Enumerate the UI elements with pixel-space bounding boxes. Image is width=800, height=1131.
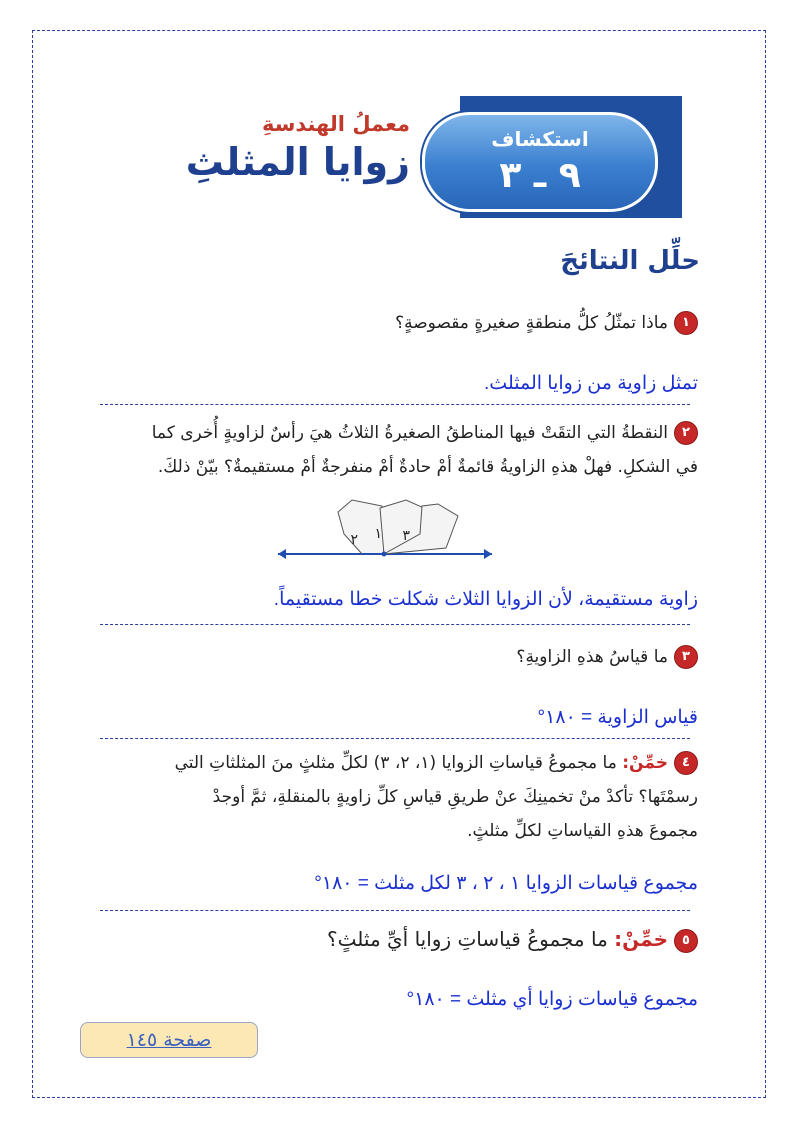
question-2: [152, 416, 698, 484]
angle-label-3: ٣: [402, 528, 410, 544]
question-number: ١: [674, 311, 698, 335]
angle-label-2: ٢: [350, 532, 358, 548]
question-number: ٣: [674, 645, 698, 669]
question-text: ما مجموعُ قياساتِ زوايا أيِّ مثلثٍ؟: [327, 927, 608, 951]
question-text-line: ما مجموعُ قياساتِ الزوايا (١، ٢، ٣) لكلِّ مثلثٍ منَ المثلثاتِ التي: [174, 753, 617, 773]
lab-title: معملُ الهندسةِ: [261, 112, 410, 136]
answer-2: زاوية مستقيمة، لأن الزوايا الثلاث شكلت خطا مستقيماً.: [273, 589, 698, 610]
question-text: ماذا تمثّلُ كلُّ منطقةٍ صغيرةٍ مقصوصةٍ؟: [395, 313, 668, 333]
divider: [100, 738, 690, 739]
divider: [100, 624, 690, 625]
question-number: ٥: [674, 929, 698, 953]
answer-1: تمثل زاوية من زوايا المثلث.: [484, 373, 698, 394]
question-5: [327, 922, 698, 956]
answer-3: قياس الزاوية = ١٨٠°: [537, 707, 698, 728]
answer-5: مجموع قياسات زوايا أي مثلث = ١٨٠°: [406, 989, 698, 1010]
arrow-right-icon: [484, 549, 492, 559]
question-1: [395, 306, 698, 340]
divider: [100, 910, 690, 911]
hint-label: خمِّنْ:: [614, 927, 668, 951]
question-number: ٤: [674, 751, 698, 775]
angle-label-1: ١: [374, 526, 382, 542]
badge-label: استكشاف: [491, 127, 589, 151]
lesson-title: زوايا المثلثِ: [185, 140, 410, 184]
question-number: ٢: [674, 421, 698, 445]
lesson-badge: [422, 112, 658, 212]
question-text: ما قياسُ هذهِ الزاويةِ؟: [516, 647, 668, 667]
question-text-line: في الشكلِ. فهلْ هذهِ الزاويةُ قائمةٌ أمْ حادةٌ أمْ منفرجةٌ أمْ مستقيمةٌ؟ بيّنْ ذلكَ.: [157, 457, 698, 477]
arrow-left-icon: [278, 549, 286, 559]
divider: [100, 404, 690, 405]
question-text-line: رسمْتَها؟ تأكدْ منْ تخمينِكَ عنْ طريقِ قياسِ كلِّ زاويةٍ بالمنقلةِ، ثمَّ أوجدْ: [212, 787, 698, 807]
question-4: [175, 746, 698, 848]
question-text-line: مجموعَ هذهِ القياساتِ لكلِّ مثلثٍ.: [467, 821, 698, 841]
page-reference-link[interactable]: صفحة ١٤٥: [80, 1022, 258, 1058]
question-3: [516, 640, 698, 674]
question-text-line: النقطةُ التي التقَتْ فيها المناطقُ الصغيرةُ الثلاثُ هيَ رأسٌ لزاويةٍ أُخرى كما: [151, 423, 668, 443]
angles-figure: [270, 494, 500, 568]
section-title: حلِّل النتائجَ: [560, 246, 700, 276]
hint-label: خمِّنْ:: [622, 753, 668, 773]
answer-4: مجموع قياسات الزوايا ١ ، ٢ ، ٣ لكل مثلث = ١٨٠°: [314, 873, 698, 894]
badge-number: ٩ ـ ٣: [499, 155, 581, 196]
